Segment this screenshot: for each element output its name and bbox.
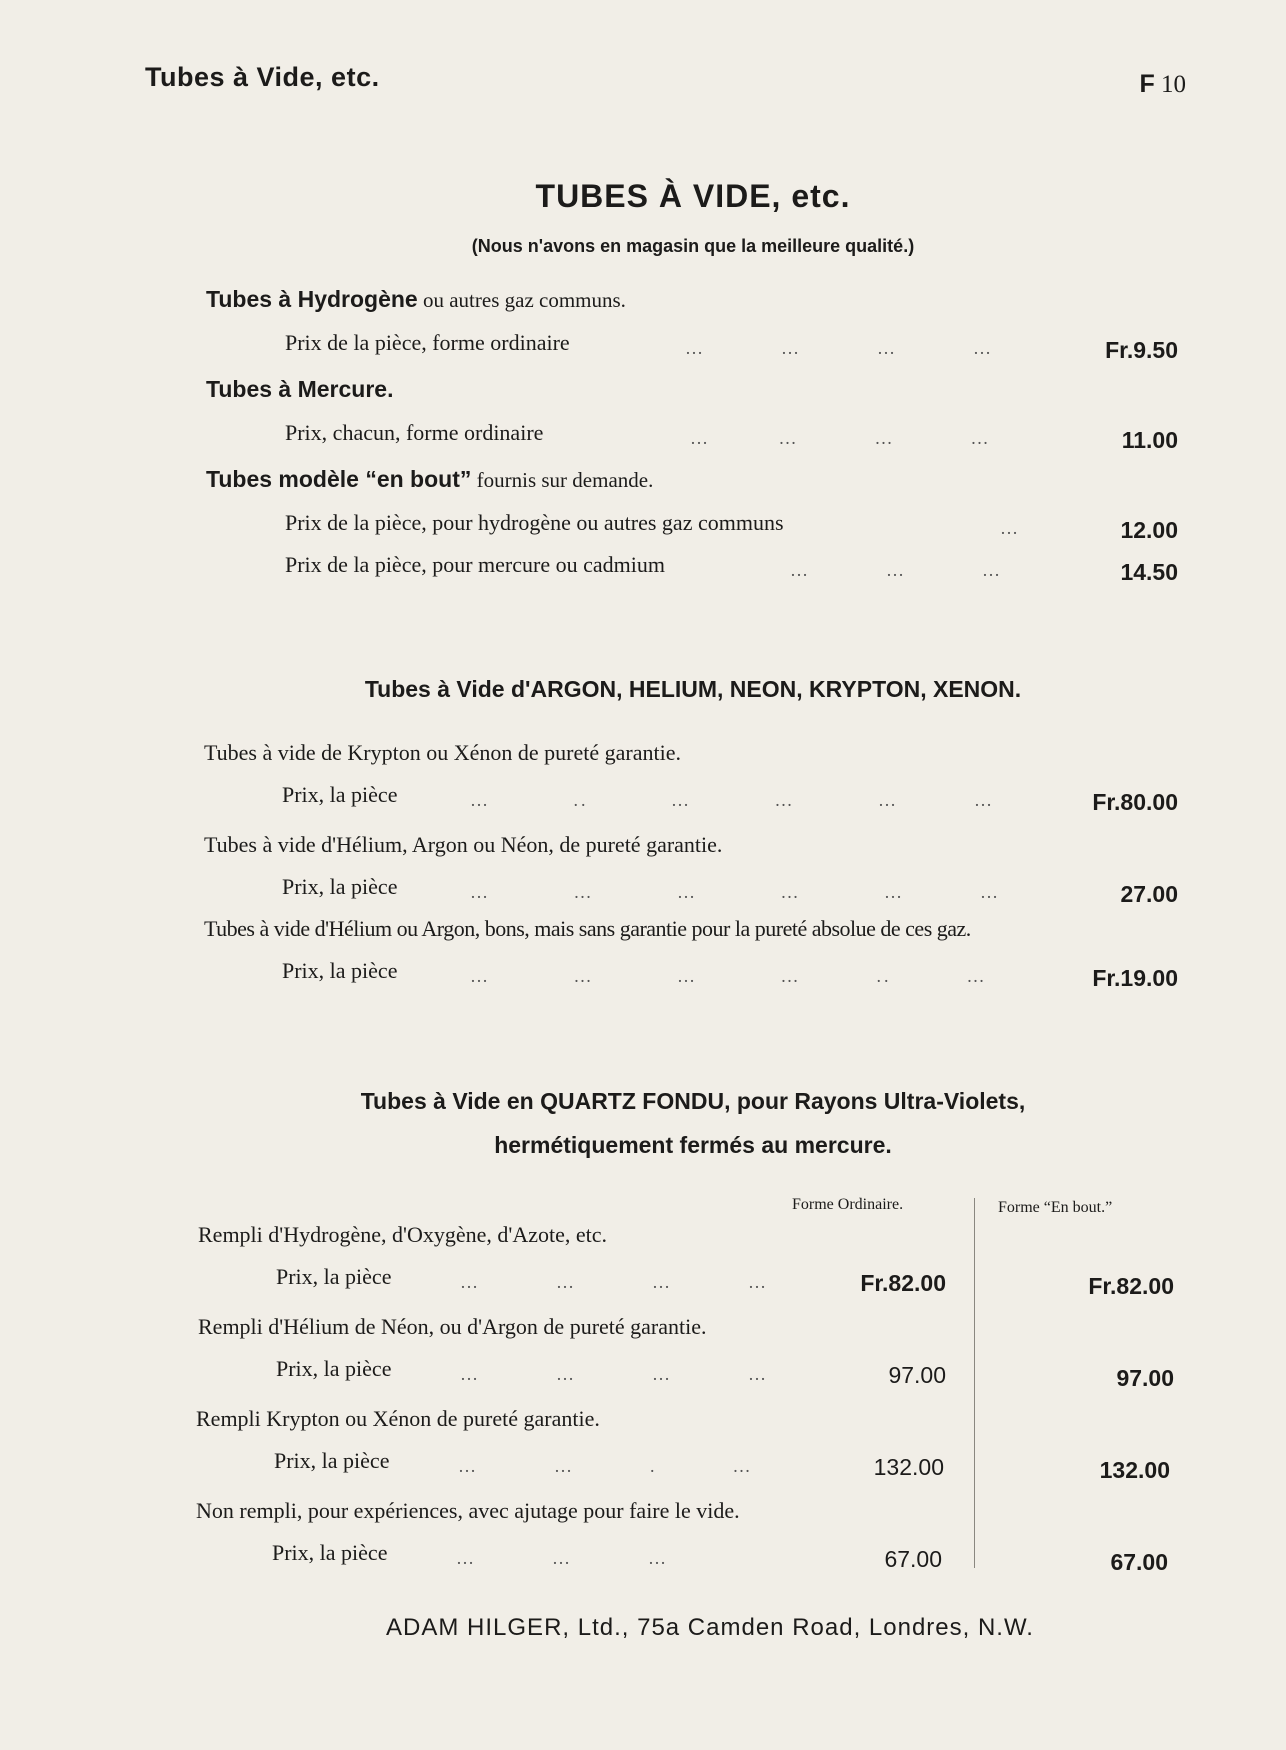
leader-dots: … … … … (460, 1364, 769, 1384)
price-line-label: Prix de la pièce, forme ordinaire (285, 330, 570, 355)
page-subtitle: (Nous n'avons en magasin que la meilleure qualité.) (471, 236, 915, 256)
price-value: Fr.19.00 (1092, 965, 1178, 991)
price-ordinary: 97.00 (888, 1362, 946, 1388)
price-line-label: Prix de la pièce, pour mercure ou cadmium (285, 552, 665, 577)
price-en-bout: 97.00 (1116, 1365, 1174, 1391)
column-header-ordinary: Forme Ordinaire. (792, 1196, 904, 1213)
item-heading: Tubes à Hydrogène ou autres gaz communs. (206, 286, 626, 312)
leader-dots: … … … … (460, 1272, 769, 1292)
price-line-label: Prix, chacun, forme ordinaire (285, 420, 544, 445)
column-divider (974, 1198, 975, 1568)
price-en-bout: 132.00 (1099, 1457, 1170, 1483)
item-heading: Tubes modèle “en bout” fournis sur demande. (206, 466, 654, 492)
price-line-label: Prix, la pièce (276, 1264, 392, 1289)
item-description: Rempli Krypton ou Xénon de pureté garantie. (196, 1406, 600, 1431)
item-description: Tubes à vide d'Hélium ou Argon, bons, mais sans garantie pour la pureté absolue de ces gaz. (204, 916, 971, 941)
item-description: Rempli d'Hélium de Néon, ou d'Argon de pureté garantie. (198, 1314, 707, 1339)
price-ordinary: 67.00 (884, 1546, 942, 1572)
item-heading: Tubes à Mercure. (206, 376, 394, 402)
page-letter: F (1139, 70, 1155, 98)
price-value: Fr.80.00 (1092, 789, 1178, 815)
page-title: TUBES À VIDE, etc. (535, 178, 851, 214)
page-number (1139, 70, 1186, 99)
page-number-value: 10 (1161, 71, 1186, 98)
leader-dots: … … … … (685, 338, 994, 358)
price-line-label: Prix, la pièce (282, 874, 398, 899)
price-value: Fr.9.50 (1105, 337, 1178, 363)
leader-dots: … … … … (690, 428, 992, 448)
price-en-bout: 67.00 (1110, 1549, 1168, 1575)
section-title-line2: hermétiquement fermés au mercure. (494, 1132, 892, 1158)
leader-dots: … … . … (458, 1456, 754, 1476)
running-title: Tubes à Vide, etc. (145, 62, 380, 92)
price-value: 12.00 (1120, 517, 1178, 543)
leader-dots: … … … … .. … (470, 966, 988, 986)
item-description: Tubes à vide d'Hélium, Argon ou Néon, de pureté garantie. (204, 832, 723, 857)
price-line-label: Prix de la pièce, pour hydrogène ou autres gaz communs (285, 510, 784, 535)
price-ordinary: Fr.82.00 (860, 1270, 946, 1296)
leader-dots: … … … (790, 560, 1003, 580)
item-description: Non rempli, pour expériences, avec ajutage pour faire le vide. (196, 1498, 740, 1523)
leader-dots: … (1000, 518, 1021, 538)
price-line-label: Prix, la pièce (272, 1540, 388, 1565)
price-en-bout: Fr.82.00 (1088, 1273, 1174, 1299)
price-line-label: Prix, la pièce (282, 782, 398, 807)
price-value: 14.50 (1120, 559, 1178, 585)
leader-dots: … .. … … … … (470, 790, 995, 810)
publisher-footer: ADAM HILGER, Ltd., 75a Camden Road, Londres, N.W. (386, 1614, 1034, 1641)
leader-dots: … … … … … … (470, 882, 1001, 902)
price-value: 11.00 (1121, 427, 1178, 453)
section-title-line1: Tubes à Vide en QUARTZ FONDU, pour Rayons Ultra-Violets, (360, 1088, 1026, 1114)
price-line-label: Prix, la pièce (282, 958, 398, 983)
section-title: Tubes à Vide d'ARGON, HELIUM, NEON, KRYPTON, XENON. (364, 676, 1022, 702)
price-line-label: Prix, la pièce (274, 1448, 390, 1473)
item-description: Tubes à vide de Krypton ou Xénon de pureté garantie. (204, 740, 681, 765)
price-value: 27.00 (1120, 881, 1178, 907)
price-line-label: Prix, la pièce (276, 1356, 392, 1381)
column-header-en-bout: Forme “En bout.” (998, 1199, 1113, 1216)
leader-dots: … … … (456, 1548, 669, 1568)
item-description: Rempli d'Hydrogène, d'Oxygène, d'Azote, etc. (198, 1222, 607, 1247)
price-ordinary: 132.00 (873, 1454, 944, 1480)
